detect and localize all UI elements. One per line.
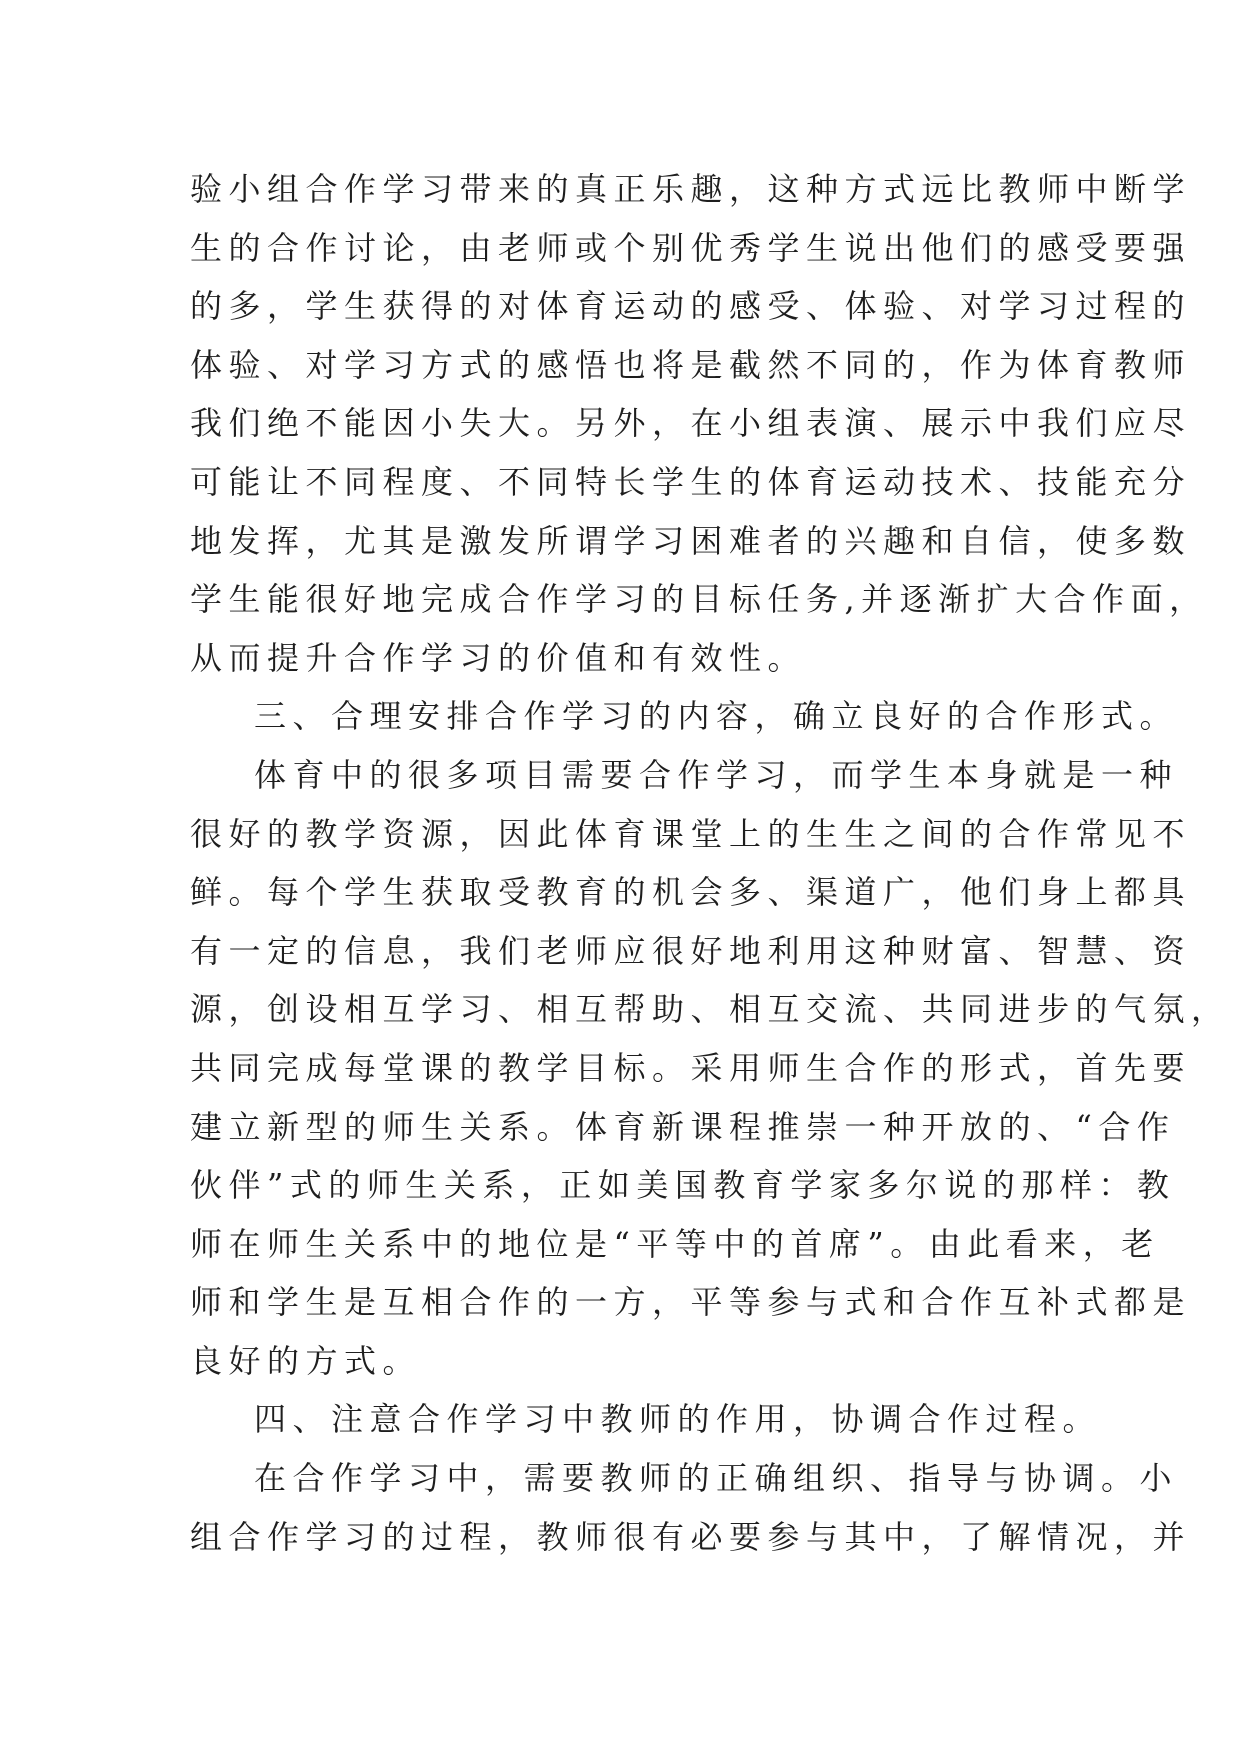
text-line: 伙伴”式的师生关系，正如美国教育学家多尔说的那样：教 bbox=[190, 1166, 1176, 1205]
text-line: 体验、对学习方式的感悟也将是截然不同的，作为体育教师 bbox=[190, 345, 1192, 384]
text-line: 可能让不同程度、不同特长学生的体育运动技术、技能充分 bbox=[190, 462, 1192, 501]
text-line: 的多，学生获得的对体育运动的感受、体验、对学习过程的 bbox=[190, 287, 1192, 326]
text-line: 从而提升合作学习的价值和有效性。 bbox=[190, 638, 807, 677]
text-line: 师和学生是互相合作的一方，平等参与式和合作互补式都是 bbox=[190, 1283, 1192, 1322]
text-line: 鲜。每个学生获取受教育的机会多、渠道广，他们身上都具 bbox=[190, 873, 1192, 912]
paragraph-first-line: 在合作学习中，需要教师的正确组织、指导与协调。小 bbox=[254, 1459, 1179, 1498]
text-line: 生的合作讨论，由老师或个别优秀学生说出他们的感受要强 bbox=[190, 228, 1192, 267]
text-line: 我们绝不能因小失大。另外，在小组表演、展示中我们应尽 bbox=[190, 404, 1192, 443]
section-heading: 三、合理安排合作学习的内容，确立良好的合作形式。 bbox=[254, 697, 1179, 736]
text-line: 师在师生关系中的地位是“平等中的首席”。由此看来，老 bbox=[190, 1224, 1160, 1263]
text-line: 验小组合作学习带来的真正乐趣，这种方式远比教师中断学 bbox=[190, 170, 1192, 208]
text-line: 组合作学习的过程，教师很有必要参与其中，了解情况，并 bbox=[190, 1517, 1192, 1556]
text-line: 地发挥，尤其是激发所谓学习困难者的兴趣和自信，使多数 bbox=[190, 521, 1192, 560]
text-line: 良好的方式。 bbox=[190, 1341, 422, 1380]
paragraph-first-line: 体育中的很多项目需要合作学习，而学生本身就是一种 bbox=[254, 755, 1179, 794]
section-heading: 四、注意合作学习中教师的作用，协调合作过程。 bbox=[254, 1400, 1102, 1439]
text-line: 源，创设相互学习、相互帮助、相互交流、共同进步的气氛， bbox=[190, 990, 1230, 1029]
text-line: 有一定的信息，我们老师应很好地利用这种财富、智慧、资 bbox=[190, 931, 1192, 970]
text-line: 很好的教学资源，因此体育课堂上的生生之间的合作常见不 bbox=[190, 814, 1192, 853]
text-line: 共同完成每堂课的教学目标。采用师生合作的形式，首先要 bbox=[190, 1048, 1192, 1087]
text-line: 建立新型的师生关系。体育新课程推崇一种开放的、“合作 bbox=[190, 1107, 1176, 1146]
document-body bbox=[190, 160, 1230, 1566]
text-line: 学生能很好地完成合作学习的目标任务,并逐渐扩大合作面， bbox=[190, 580, 1208, 619]
